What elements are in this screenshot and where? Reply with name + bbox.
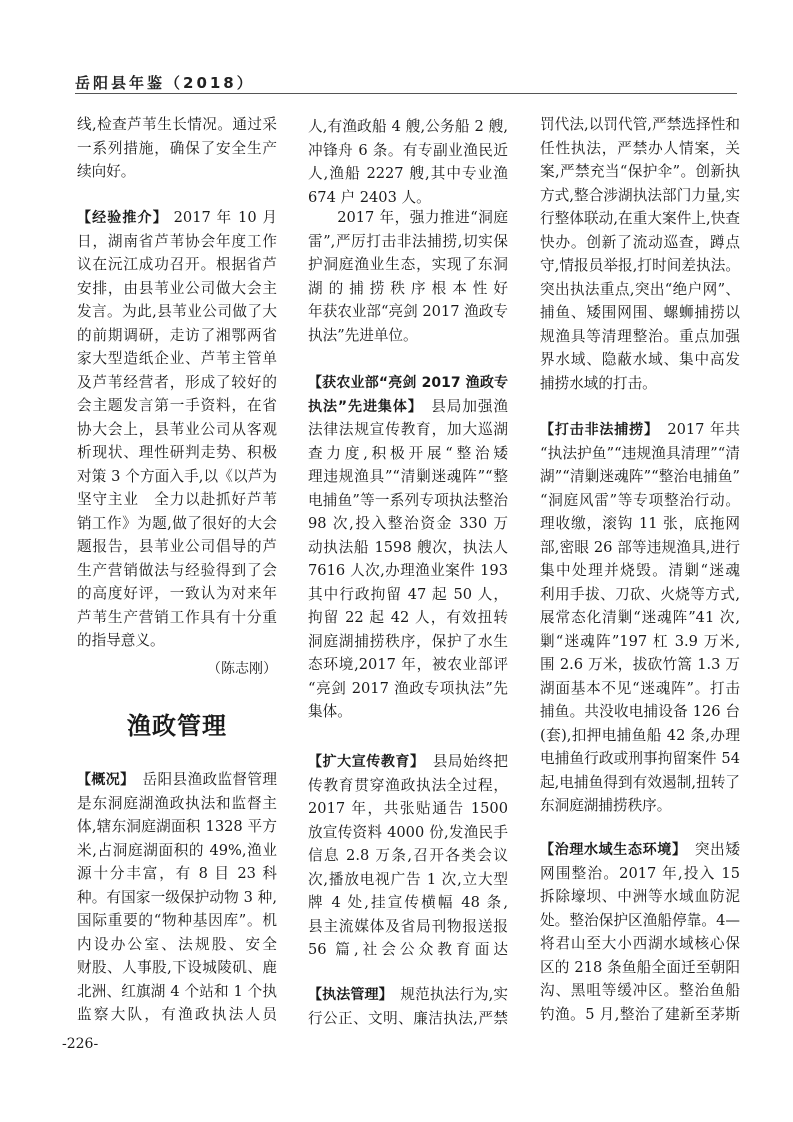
- text-line: 拘留 22 起 42 人，有效扭转: [308, 609, 508, 626]
- paragraph-heading: 【扩大宣传教育】: [308, 754, 418, 770]
- text-line: 销工作》为题,做了很好的大会: [77, 514, 277, 532]
- text-line: 洞庭湖捕捞秩序，保护了水生: [308, 632, 508, 650]
- text-line: [308, 395, 508, 419]
- text-line: 析现状、理性研判走势、积极: [77, 444, 277, 461]
- text-line: 雷”,严厉打击非法捕捞,切实保: [308, 232, 508, 250]
- paragraph-overview: [77, 768, 277, 1027]
- paragraph-heading: 【打击非法捕捞】: [540, 422, 652, 438]
- text-line: 界水域、隐蔽水域、集中高发: [540, 351, 740, 368]
- paragraph-2017: [308, 206, 508, 347]
- text-run: 2017 年 10 月: [173, 209, 277, 226]
- text-line: 议在沅江成功召开。根据省芦: [77, 256, 277, 273]
- running-header: 岳阳县年鉴（2018）: [75, 74, 255, 92]
- text-line: 生产营销做法与经验得到了会: [77, 561, 277, 579]
- page-number: -226-: [62, 1036, 99, 1052]
- text-run: 岳阳县渔政监督管理: [142, 771, 277, 788]
- text-line: [540, 838, 740, 862]
- text-line: 规渔具等清理整治。重点加强: [540, 327, 740, 345]
- text-line: 集体。: [308, 703, 352, 720]
- text-line: 内设办公室、法规股、安全: [77, 935, 277, 953]
- text-line: 湖”“清剿迷魂阵”“整治电捕鱼”: [540, 468, 740, 485]
- text-run: 2017 年共: [667, 421, 740, 438]
- text-line: 坚守主业 全力以赴抓好芦苇: [77, 491, 277, 508]
- text-line: 任性执法，严禁办人情案，关: [540, 139, 740, 157]
- text-line: 钓渔。5 月,整治了建新至茅斯: [540, 1005, 740, 1023]
- text-line: 的高度好评，一致认为对来年: [77, 585, 277, 602]
- text-line: 理收缴，滚钩 11 张，底拖网: [540, 515, 740, 532]
- text-line: [77, 768, 277, 792]
- text-line: 98 次,投入整治资金 330 万: [308, 515, 508, 532]
- text-line: 线,检查芦苇生长情况。通过采: [77, 116, 277, 133]
- text-line: [308, 371, 508, 395]
- text-line: 东洞庭湖捕捞秩序。: [540, 797, 672, 814]
- text-line: 网围整治。2017 年,投入 15: [540, 864, 740, 882]
- text-line: 区的 218 条鱼船全面迁至朝阳: [540, 958, 740, 976]
- text-line: 传教育贯穿渔政执法全过程，: [308, 776, 508, 794]
- text-line: 执法”先进单位。: [308, 326, 418, 344]
- text-line: 护洞庭渔业生态，实现了东洞: [308, 256, 508, 273]
- text-line: 行公正、文明、廉洁执法,严禁: [308, 1009, 508, 1027]
- text-line: 会主题发言第一手资料，在省: [77, 397, 277, 414]
- paragraph-law-enforcement-cont: [540, 113, 740, 395]
- text-line: 协大会上，县苇业公司从客观: [77, 420, 277, 438]
- text-line: [308, 750, 508, 774]
- text-line: 罚代法,以罚代管,严禁选择性和: [540, 116, 740, 133]
- text-line: 人,渔船 2227 艘,其中专业渔: [308, 165, 508, 182]
- text-line: 2017 年，共张贴通告 1500: [308, 800, 508, 817]
- text-line: 将君山至大小西湖水域核心保: [540, 935, 740, 952]
- paragraph-heading: 【概况】: [77, 772, 128, 788]
- text-line: 行整体联动,在重大案件上,快查: [540, 210, 740, 227]
- paragraph-heading: 【获农业部“亮剑 2017 渔政专: [308, 375, 508, 391]
- text-line: [77, 206, 277, 230]
- text-line: 及芦苇经营者，形成了较好的: [77, 373, 277, 391]
- text-line: 利用手拔、刀砍、火烧等方式,: [540, 585, 740, 603]
- text-line: 剿“迷魂阵”197 杠 3.9 万米,: [540, 632, 740, 650]
- text-line: 方式,整合涉湖执法部门力量,实: [540, 186, 740, 204]
- text-line: 处。整治保护区渔船停靠。4—: [540, 911, 740, 929]
- text-line: 米,占洞庭湖面积的 49%,渔业: [77, 841, 277, 859]
- text-line: 674 户 2403 人。: [308, 188, 431, 206]
- text-line: 湖的捕捞秩序根本性好: [308, 279, 508, 297]
- text-line: 安排，由县苇业公司做大会主: [77, 279, 277, 297]
- text-line: 发言。为此,县苇业公司做了大: [77, 303, 277, 320]
- text-line: 起,电捕鱼得到有效遏制,扭转了: [540, 773, 740, 791]
- paragraph-award: [308, 371, 508, 724]
- text-line: 县主流媒体及省局刊物报送报: [308, 917, 508, 935]
- text-line: “执法护鱼”“违规渔具清理”“清: [540, 444, 740, 462]
- text-line: 家大型造纸企业、芦苇主管单: [77, 350, 277, 367]
- text-line: 案,严禁充当“保护伞”。创新执: [540, 163, 740, 180]
- text-line: 其中行政拘留 47 起 50 人，: [308, 585, 508, 603]
- paragraph-continued: [77, 113, 277, 184]
- text-line: 展常态化清剿“迷魂阵”41 次,: [540, 609, 740, 626]
- text-line: 次,播放电视广告 1 次,立大型: [308, 870, 508, 888]
- paragraph-law-enforcement: [308, 983, 508, 1030]
- text-line: 人,有渔政船 4 艘,公务船 2 艘,: [308, 118, 508, 135]
- text-line: 牌 4 处,挂宣传横幅 48 条,: [308, 894, 508, 911]
- text-line: 查力度,积极开展“整治矮: [308, 444, 508, 462]
- text-line: 监察大队，有渔政执法人员: [77, 1006, 277, 1023]
- text-line: 态环境,2017 年，被农业部评: [308, 656, 508, 673]
- text-line: 北洲、红旗湖 4 个站和 1 个执: [77, 982, 277, 1000]
- text-line: 是东洞庭湖渔政执法和监督主: [77, 794, 277, 812]
- paragraph-water-ecology: [540, 838, 740, 1026]
- paragraph-publicity: [308, 750, 508, 962]
- text-line: 捕鱼。共没收电捕设备 126 台: [540, 703, 740, 720]
- text-line: 56 篇,社会公众教育面达: [308, 941, 508, 958]
- paragraph-illegal-fishing: [540, 418, 740, 818]
- text-run: 规范执法行为,实: [385, 986, 508, 1003]
- text-line: 湖面基本不见“迷魂阵”。打击: [540, 679, 740, 697]
- text-line: 沟、黑咀等缓冲区。整治鱼船: [540, 982, 740, 999]
- author-credit: （陈志刚）: [207, 661, 277, 677]
- text-line: 源十分丰富，有 8 目 23 科: [77, 865, 277, 882]
- text-line: 快办。创新了流动巡查，蹲点: [540, 233, 740, 251]
- section-title: 渔政管理: [127, 711, 227, 740]
- text-run: 县局加强渔: [431, 397, 508, 415]
- text-line: 7616 人次,办理渔业案件 193: [308, 562, 508, 579]
- text-line: 一系列措施，确保了安全生产: [77, 139, 277, 157]
- text-line: 法律法规宣传教育，加大巡湖: [308, 421, 508, 438]
- text-line: 年获农业部“亮剑 2017 渔政专: [308, 303, 508, 320]
- text-line: 财股、人事股,下设城陵矶、鹿: [77, 959, 277, 976]
- text-line: 捕鱼、矮围网围、螺蛳捕捞以: [540, 304, 740, 321]
- paragraph-heading: 【治理水域生态环境】: [540, 842, 680, 858]
- paragraph-overview-cont: [308, 115, 508, 209]
- text-line: 的前期调研，走访了湘鄂两省: [77, 326, 277, 344]
- text-line: 冲锋舟 6 条。有专副业渔民近: [308, 141, 508, 159]
- text-line: 体,辖东洞庭湖面积 1328 平方: [77, 818, 277, 835]
- text-line: 日，湖南省芦苇协会年度工作: [77, 232, 277, 250]
- text-line: 拆除壕坝、中洲等水域血防泥: [540, 888, 740, 905]
- text-line: 种。有国家一级保护动物 3 种,: [77, 888, 277, 906]
- text-line: 动执法船 1598 艘次，执法人: [308, 538, 508, 556]
- text-line: 守,情报员举报,打时间差执法。: [540, 257, 740, 274]
- text-line: 国际重要的“物种基因库”。机: [77, 912, 277, 929]
- text-line: 放宣传资料 4000 份,发渔民手: [308, 823, 508, 841]
- text-line: 围 2.6 万米，拔砍竹篙 1.3 万: [540, 656, 740, 673]
- text-line: 捕捞水域的打击。: [540, 374, 657, 392]
- paragraph-heading: 【经验推介】: [77, 210, 168, 226]
- paragraph-heading: 【执法管理】: [308, 987, 386, 1003]
- text-run: 突出矮: [694, 841, 740, 858]
- text-line: 续向好。: [77, 163, 136, 180]
- text-line: 集中处理并烧毁。清剿“迷魂: [540, 562, 740, 579]
- text-line: 芦苇生产营销工作具有十分重: [77, 608, 277, 626]
- text-line: 突出执法重点,突出“绝户网”、: [540, 280, 740, 298]
- text-line: 2017 年，强力推进“洞庭: [337, 209, 508, 226]
- text-line: “洞庭风雷”等专项整治行动。: [540, 491, 740, 509]
- text-line: 部,密眼 26 部等违规渔具,进行: [540, 538, 740, 556]
- text-line: 电捕鱼行政或刑事拘留案件 54: [540, 750, 740, 767]
- text-line: [540, 418, 740, 442]
- text-line: “亮剑 2017 渔政专项执法”先: [308, 679, 508, 697]
- text-run: 县局始终把: [432, 753, 508, 770]
- text-line: 信息 2.8 万条,召开各类会议: [308, 847, 508, 864]
- text-line: 理违规渔具”“清剿迷魂阵”“整: [308, 468, 508, 485]
- text-line: [308, 983, 508, 1007]
- text-line: 的指导意义。: [77, 632, 165, 649]
- text-line: (套),扣押电捕鱼船 42 条,办理: [540, 726, 740, 744]
- text-line: 对策 3 个方面入手,以《以芦为: [77, 467, 277, 485]
- text-line: 电捕鱼”等一系列专项执法整治: [308, 491, 508, 509]
- paragraph-experience: [77, 206, 277, 653]
- header-divider: [75, 93, 737, 94]
- paragraph-heading: 执法”先进集体】: [308, 398, 416, 415]
- text-line: 题报告，县苇业公司倡导的芦: [77, 538, 277, 555]
